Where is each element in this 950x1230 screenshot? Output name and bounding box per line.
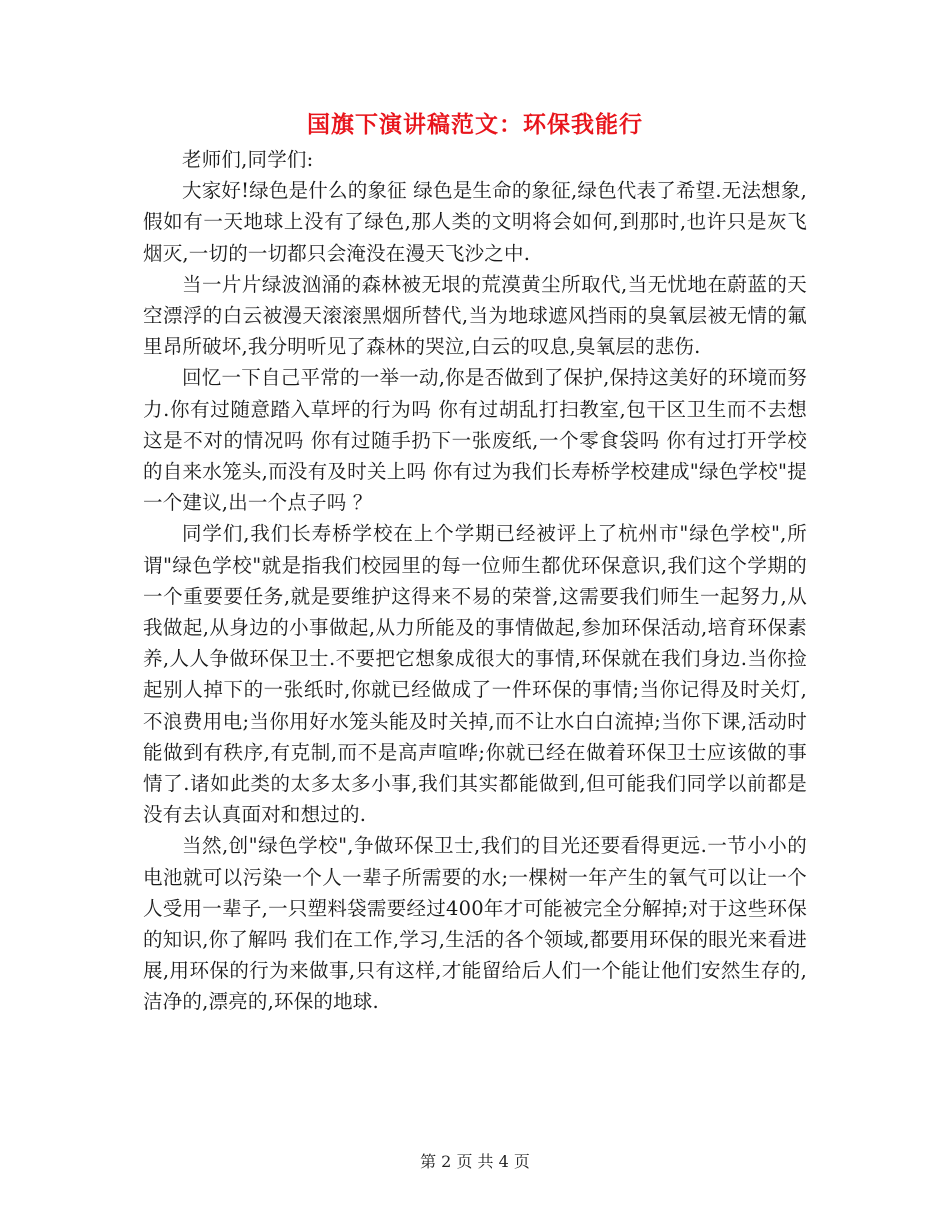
body-paragraph: 同学们,我们长寿桥学校在上个学期已经被评上了杭州市"绿色学校",所谓"绿色学校"就是指我们校园里的每一位师生都优环保意识,我们这个学期的一个重要要任务,就是要维护这得来不易的荣誉,这需要我们师生一起努力,从我做起,从身边的小事做起,从力所能及的事情做起,参加环保活动,培育环保素养,人人争做环保卫士.不要把它想象成很大的事情,环保就在我们身边.当你捡起别人掉下的一张纸时,你就已经做成了一件环保的事情;当你记得及时关灯,不浪费用电;当你用好水笼头能及时关掉,而不让水白白流掉;当你下课,活动时能做到有秩序,有克制,而不是高声喧哗;你就已经在做着环保卫士应该做的事情了.诸如此类的太多太多小事,我们其实都能做到,但可能我们同学以前都是没有去认真面对和想过的. — [143, 522, 807, 827]
body-paragraph: 当然,创"绿色学校",争做环保卫士,我们的目光还要看得更远.一节小小的电池就可以污染一个人一辈子所需要的水;一棵树一年产生的氧气可以让一个人受用一辈子,一只塑料袋需要经过400年才可能被完全分解掉;对于这些环保的知识,你了解吗 我们在工作,学习,生活的各个领域,都要用环保的眼光来看进展,用环保的行为来做事,只有这样,才能留给后人们一个能让他们安然生存的,洁净的,漂亮的,环保的地球. — [143, 834, 807, 1014]
body-paragraph: 回忆一下自己平常的一举一动,你是否做到了保护,保持这美好的环境而努力.你有过随意踏入草坪的行为吗 你有过胡乱打扫教室,包干区卫生而不去想这是不对的情况吗 你有过随手扔下一张废纸,一个零食袋吗 你有过打开学校的自来水笼头,而没有及时关上吗 你有过为我们长寿桥学校建成"绿色学校"提一个建议,出一个点子吗 ？ — [143, 366, 807, 515]
document-title: 国旗下演讲稿范文：环保我能行 — [307, 111, 643, 138]
page-number-footer: 第 2 页 共 4 页 — [420, 1152, 530, 1171]
body-paragraph: 大家好!绿色是什么的象征 绿色是生命的象征,绿色代表了希望.无法想象,假如有一天地球上没有了绿色,那人类的文明将会如何,到那时,也许只是灰飞烟灭,一切的一切都只会淹没在漫天飞沙之中. — [143, 179, 807, 265]
body-paragraph: 当一片片绿波汹涌的森林被无垠的荒漠黄尘所取代,当无忧地在蔚蓝的天空漂浮的白云被漫天滚滚黑烟所替代,当为地球遮风挡雨的臭氧层被无情的氟里昂所破坏,我分明听见了森林的哭泣,白云的叹息,臭氧层的悲伤. — [143, 272, 807, 359]
document-body — [143, 144, 807, 1018]
greeting-paragraph: 老师们,同学们: — [182, 148, 314, 171]
